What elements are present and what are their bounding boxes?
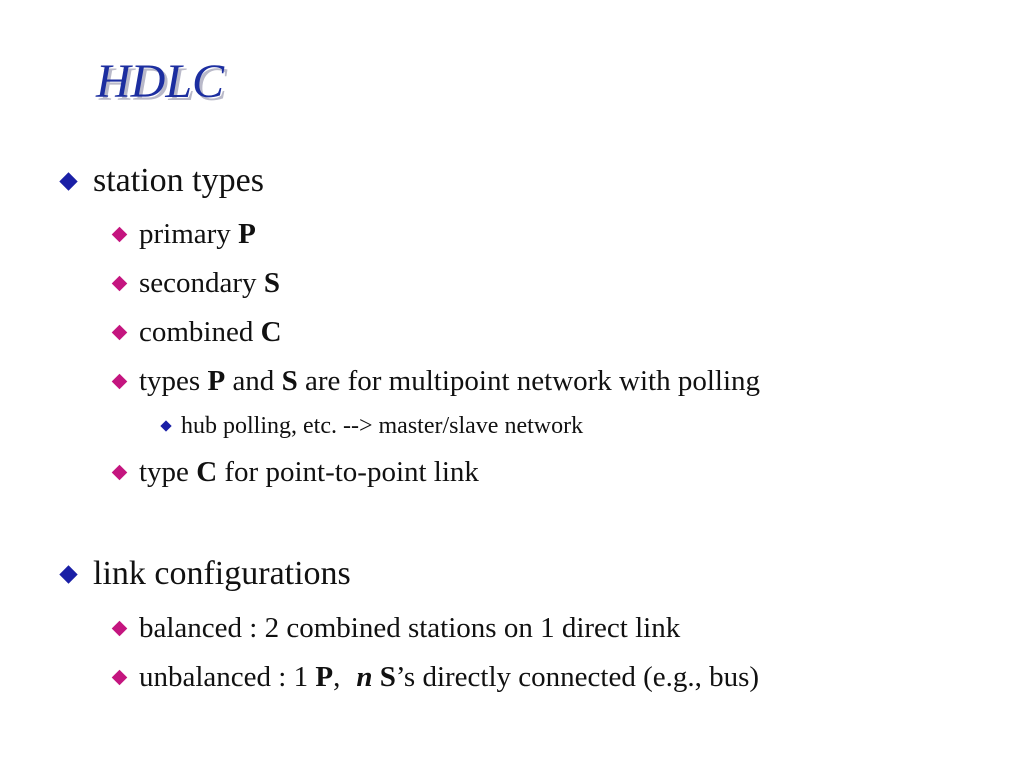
bullet-text: station types [93, 162, 264, 199]
station-code: S [379, 661, 396, 693]
bullet-text [139, 454, 479, 490]
text-directly-connected: ’s directly connected (e.g., bus) [395, 661, 760, 693]
diamond-bullet-icon [59, 172, 77, 190]
bullet-text [139, 363, 760, 399]
bullet-types-p-and-s [114, 363, 760, 399]
station-code: C [260, 316, 282, 348]
text-combined: combined [139, 316, 261, 348]
text-primary: primary [139, 218, 239, 250]
bullet-text [139, 659, 759, 695]
text-multipoint: are for multipoint network with polling [297, 365, 761, 397]
station-code: S [281, 365, 298, 397]
diamond-bullet-icon [160, 420, 171, 431]
bullet-balanced [114, 610, 680, 646]
text-comma: , [333, 661, 341, 693]
station-code: P [238, 218, 256, 250]
diamond-bullet-icon [112, 324, 128, 340]
diamond-bullet-icon [112, 226, 128, 242]
bullet-text: link configurations [93, 555, 351, 592]
text-type: type [139, 456, 197, 488]
bullet-primary [114, 216, 256, 252]
station-code: C [196, 456, 218, 488]
bullet-text: balanced : 2 combined stations on 1 direct link [139, 612, 681, 644]
bullet-unbalanced [114, 659, 759, 695]
bullet-text [139, 265, 280, 301]
diamond-bullet-icon [112, 275, 128, 291]
slide-title: HDLC [96, 55, 225, 108]
station-code: P [207, 365, 226, 397]
text-unbalanced: unbalanced : 1 [139, 661, 316, 693]
text-and: and [225, 365, 282, 397]
diamond-bullet-icon [59, 565, 77, 583]
bullet-type-c [114, 454, 479, 490]
bullet-hub-polling [162, 411, 583, 441]
station-code: S [263, 267, 280, 299]
text-point-to-point: for point-to-point link [217, 456, 479, 488]
bullet-station-types [62, 160, 264, 202]
station-code: P [315, 661, 334, 693]
bullet-text: hub polling, etc. --> master/slave network [181, 413, 584, 439]
diamond-bullet-icon [112, 464, 128, 480]
bullet-link-configurations [62, 553, 351, 595]
diamond-bullet-icon [112, 620, 128, 636]
diamond-bullet-icon [112, 373, 128, 389]
text-secondary: secondary [139, 267, 264, 299]
text-types: types [139, 365, 208, 397]
bullet-text [139, 216, 256, 252]
bullet-secondary [114, 265, 280, 301]
bullet-combined [114, 314, 282, 350]
variable-n: n [356, 661, 373, 693]
bullet-text [139, 314, 282, 350]
diamond-bullet-icon [112, 669, 128, 685]
